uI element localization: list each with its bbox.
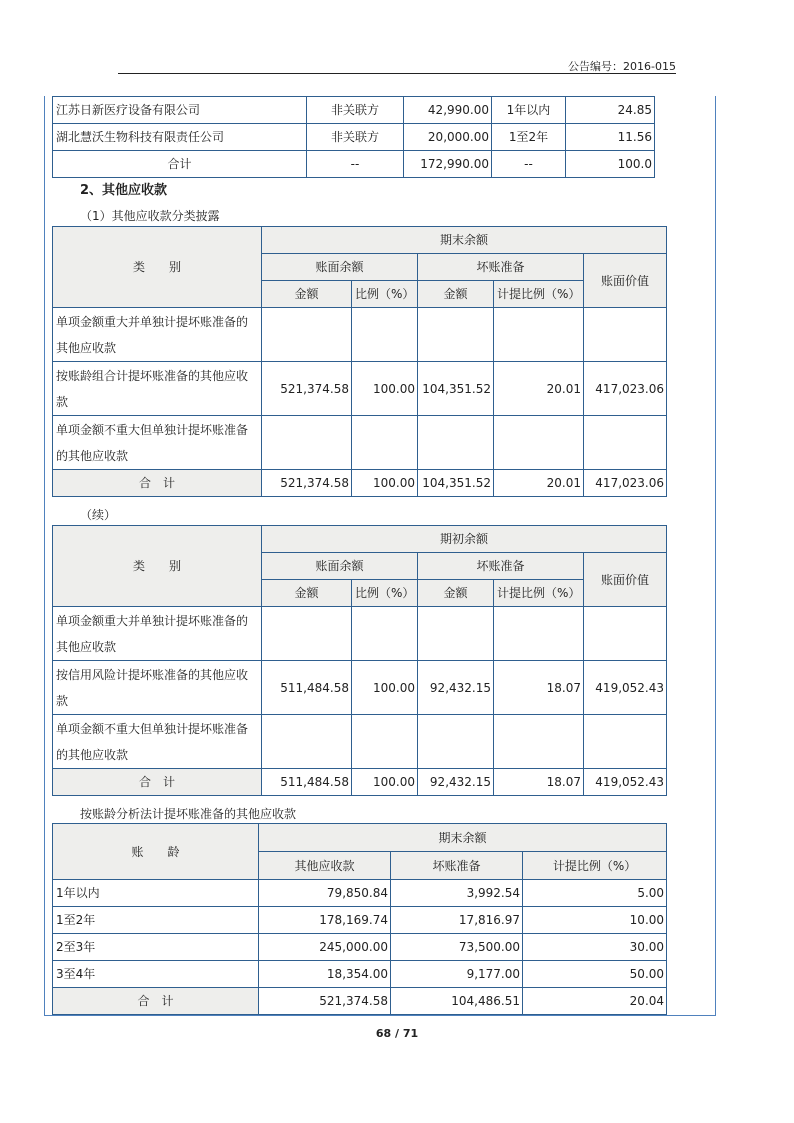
row-label: 按账龄组合计提坏账准备的其他应收款 [53,362,262,416]
table-row [53,907,667,934]
table-row-total [53,769,667,796]
cell-age: 2至3年 [53,934,259,961]
page-number: 68 / 71 [375,1027,419,1040]
cell-value [262,715,352,769]
table-header-row [53,824,667,852]
cell-value: 100.00 [352,661,418,715]
table-row [53,715,667,769]
cell-value [584,416,667,470]
cell-ratio: 11.56 [566,124,655,151]
header-book-value: 账面价值 [584,254,667,308]
cell-value: 419,052.43 [584,661,667,715]
table-row [53,124,655,151]
cell-receivable: 18,354.00 [259,961,391,988]
cell-value: 92,432.15 [418,769,494,796]
cell-value [494,308,584,362]
table-header-row [53,227,667,254]
header-opening-balance: 期初余额 [262,526,667,553]
cell-value [584,308,667,362]
cell-rate: 5.00 [523,880,667,907]
cell-value [584,715,667,769]
cell-relation: -- [307,151,404,178]
cell-rate: 10.00 [523,907,667,934]
cell-bad-debt: 3,992.54 [391,880,523,907]
cell-age: -- [492,151,566,178]
cell-bad-debt: 17,816.97 [391,907,523,934]
header-age: 账 龄 [53,824,259,880]
header-book-balance: 账面余额 [262,553,418,580]
cell-age: 1年以内 [53,880,259,907]
cell-relation: 非关联方 [307,97,404,124]
header-bad-debt: 坏账准备 [418,254,584,281]
frame-right-border [715,96,716,1016]
cell-value: 104,351.52 [418,470,494,497]
cell-value: 417,023.06 [584,470,667,497]
header-ratio: 比例（%） [352,281,418,308]
table-row-total [53,470,667,497]
cell-receivable: 521,374.58 [259,988,391,1015]
section-title: 2、其他应收款 [80,183,168,198]
cell-bad-debt: 73,500.00 [391,934,523,961]
table-row [53,97,655,124]
header-rate: 计提比例（%） [494,281,584,308]
header-bad-debt: 坏账准备 [418,553,584,580]
header-amount: 金额 [262,281,352,308]
cell-total-label: 合计 [53,151,307,178]
cell-value [494,416,584,470]
cell-value [352,607,418,661]
cell-age: 3至4年 [53,961,259,988]
header-closing-balance: 期末余额 [259,824,667,852]
header-rate: 计提比例（%） [494,580,584,607]
table-row [53,934,667,961]
header-rule [118,73,676,74]
cell-ratio: 100.0 [566,151,655,178]
header-amount: 金额 [418,281,494,308]
table-row [53,607,667,661]
cell-age: 1至2年 [53,907,259,934]
cell-ratio: 24.85 [566,97,655,124]
header-ratio: 比例（%） [352,580,418,607]
cell-receivable: 79,850.84 [259,880,391,907]
cell-value [584,607,667,661]
cell-value: 419,052.43 [584,769,667,796]
continued-label: （续） [80,508,117,522]
header-book-balance: 账面余额 [262,254,418,281]
header-amount: 金额 [418,580,494,607]
classification-table-opening [52,525,667,796]
subsection-title: 按账龄分析法计提坏账准备的其他应收款 [80,807,297,821]
cell-value [494,607,584,661]
row-label: 单项金额不重大但单独计提坏账准备的其他应收款 [53,416,262,470]
cell-value [494,715,584,769]
cell-bad-debt: 9,177.00 [391,961,523,988]
cell-amount: 20,000.00 [404,124,492,151]
table-row [53,661,667,715]
cell-age: 1年以内 [492,97,566,124]
cell-value [262,607,352,661]
cell-bad-debt: 104,486.51 [391,988,523,1015]
cell-value: 20.01 [494,362,584,416]
header-category: 类 别 [53,227,262,308]
header-category: 类 别 [53,526,262,607]
cell-receivable: 245,000.00 [259,934,391,961]
frame-bottom-border [44,1015,716,1016]
subsection-title: （1）其他应收款分类披露 [80,209,220,223]
cell-value [418,607,494,661]
cell-value: 521,374.58 [262,470,352,497]
cell-value [262,308,352,362]
table-header-row [53,526,667,553]
cell-value [418,416,494,470]
header-rate: 计提比例（%） [523,852,667,880]
table-row [53,880,667,907]
cell-value: 20.01 [494,470,584,497]
cell-value [262,416,352,470]
cell-value: 100.00 [352,362,418,416]
row-label-total: 合 计 [53,769,262,796]
cell-value [418,715,494,769]
table-row-total [53,151,655,178]
table-row-total [53,988,667,1015]
cell-value: 511,484.58 [262,769,352,796]
cell-value: 104,351.52 [418,362,494,416]
header-bad-debt: 坏账准备 [391,852,523,880]
cell-value: 92,432.15 [418,661,494,715]
cell-value: 521,374.58 [262,362,352,416]
cell-value [352,715,418,769]
table-row [53,308,667,362]
cell-value [352,416,418,470]
row-label: 单项金额重大并单独计提坏账准备的其他应收款 [53,308,262,362]
cell-rate: 30.00 [523,934,667,961]
cell-name: 江苏日新医疗设备有限公司 [53,97,307,124]
table-row [53,362,667,416]
classification-table-closing [52,226,667,497]
table-row [53,416,667,470]
aging-table [52,823,667,1015]
cell-value [352,308,418,362]
cell-rate: 20.04 [523,988,667,1015]
row-label-total: 合 计 [53,470,262,497]
announcement-number: 公告编号：2016-015 [568,60,676,73]
header-closing-balance: 期末余额 [262,227,667,254]
table-row [53,961,667,988]
cell-value: 100.00 [352,769,418,796]
counterparty-table [52,96,655,178]
cell-age: 1至2年 [492,124,566,151]
cell-rate: 50.00 [523,961,667,988]
cell-value: 417,023.06 [584,362,667,416]
cell-value: 511,484.58 [262,661,352,715]
cell-amount: 172,990.00 [404,151,492,178]
cell-amount: 42,990.00 [404,97,492,124]
cell-value: 18.07 [494,661,584,715]
cell-value [418,308,494,362]
row-label: 按信用风险计提坏账准备的其他应收款 [53,661,262,715]
header-book-value: 账面价值 [584,553,667,607]
header-amount: 金额 [262,580,352,607]
cell-name: 湖北慧沃生物科技有限责任公司 [53,124,307,151]
cell-value: 100.00 [352,470,418,497]
cell-receivable: 178,169.74 [259,907,391,934]
row-label: 单项金额不重大但单独计提坏账准备的其他应收款 [53,715,262,769]
frame-left-border [44,96,45,1016]
cell-value: 18.07 [494,769,584,796]
row-label: 单项金额重大并单独计提坏账准备的其他应收款 [53,607,262,661]
cell-total-label: 合 计 [53,988,259,1015]
cell-relation: 非关联方 [307,124,404,151]
header-receivable: 其他应收款 [259,852,391,880]
